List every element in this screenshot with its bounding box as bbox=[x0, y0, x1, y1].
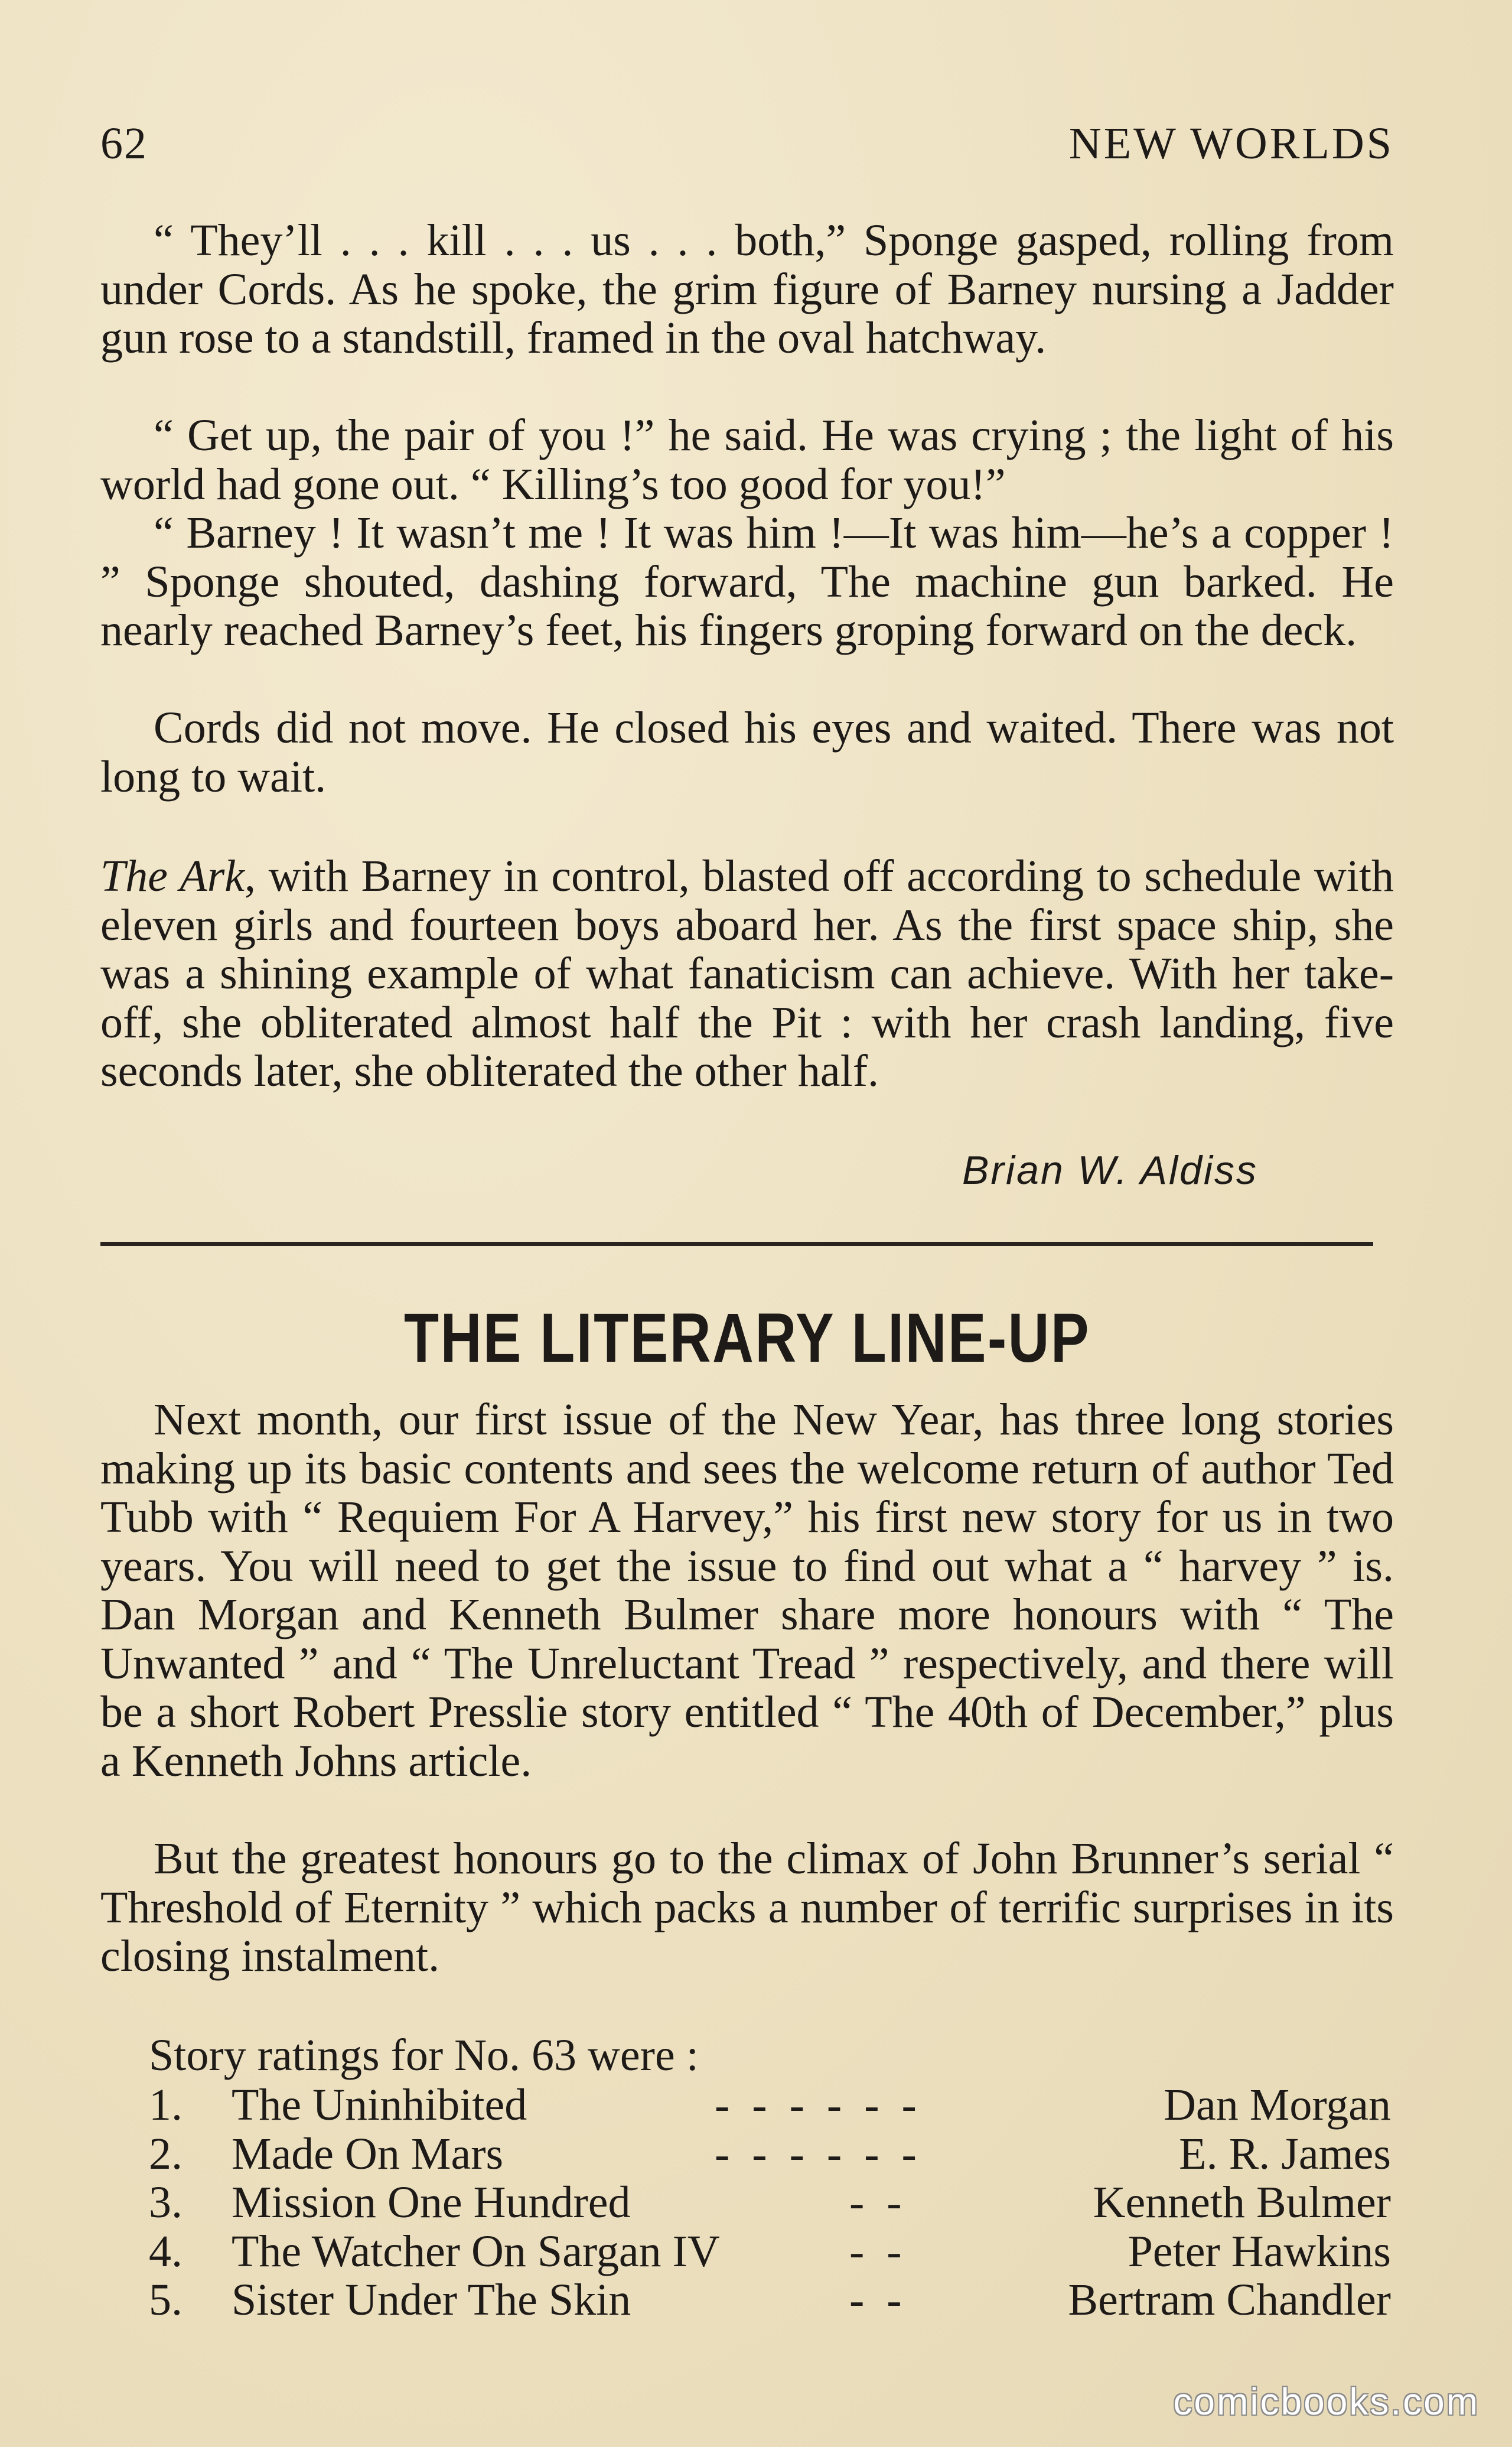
rating-leader: - - bbox=[715, 2275, 902, 2325]
lineup-paragraph-2: But the greatest honours go to the climax of John Brunner’s serial “ Threshold of Eternity ” which packs a number of terrific surprises in its closing instalment. bbox=[100, 1834, 1394, 1981]
rating-author: Bertram Chandler bbox=[1068, 2275, 1391, 2325]
rating-title: Made On Mars bbox=[232, 2129, 504, 2179]
rating-number: 4. bbox=[149, 2226, 183, 2276]
list-item bbox=[100, 2178, 1391, 2227]
magazine-page bbox=[100, 0, 1394, 2447]
rating-number: 1. bbox=[149, 2080, 183, 2130]
section-heading: THE LITERARY LINE-UP bbox=[404, 1299, 1090, 1377]
rating-leader: - - bbox=[715, 2226, 902, 2276]
rating-number: 3. bbox=[149, 2178, 183, 2227]
closing-text: , with Barney in control, blasted off according to schedule with eleven girls and fourteen boys aboard her. As the first space ship, she was a shining example of what fanaticism can achieve. With her take-off, she obliterated almost half the Pit : with her crash landing, five seconds later, she obliterated the other half. bbox=[100, 851, 1394, 1096]
page-number: 62 bbox=[100, 119, 148, 168]
story-paragraph-2: “ Get up, the pair of you !” he said. He was crying ; the light of his world had gone out. “ Killing’s too good for you!” bbox=[100, 411, 1394, 509]
rating-author: E. R. James bbox=[1179, 2129, 1391, 2179]
rating-title: Sister Under The Skin bbox=[232, 2275, 631, 2325]
ship-name: The Ark bbox=[100, 851, 245, 901]
rating-title: The Watcher On Sargan IV bbox=[232, 2226, 720, 2276]
rating-number: 5. bbox=[149, 2275, 183, 2325]
rating-leader: - - - - - - bbox=[715, 2129, 917, 2179]
rating-author: Kenneth Bulmer bbox=[1093, 2178, 1391, 2227]
running-head bbox=[100, 118, 1394, 171]
story-closing-paragraph bbox=[100, 852, 1394, 1096]
list-item bbox=[100, 2130, 1391, 2179]
ratings-list bbox=[100, 2081, 1391, 2325]
watermark: comicbooks.com bbox=[1173, 2380, 1480, 2423]
rating-number: 2. bbox=[149, 2129, 183, 2179]
story-paragraph-1: “ They’ll . . . kill . . . us . . . both,” Sponge gasped, rolling from under Cords. As he spoke, the grim figure of Barney nursing a Jadder gun rose to a standstill, framed in the oval hatchway. bbox=[100, 216, 1394, 363]
author-byline: Brian W. Aldiss bbox=[962, 1148, 1258, 1193]
rating-leader: - - bbox=[715, 2178, 902, 2227]
list-item bbox=[100, 2276, 1391, 2325]
rating-title: The Uninhibited bbox=[232, 2080, 527, 2130]
list-item bbox=[100, 2227, 1391, 2276]
story-paragraph-3: “ Barney ! It wasn’t me ! It was him !—It was him—he’s a copper ! ” Sponge shouted, dashing forward, The machine gun barked. He nearly reached Barney’s feet, his fingers groping forward on the deck. bbox=[100, 508, 1394, 655]
rating-leader: - - - - - - bbox=[715, 2080, 917, 2130]
rating-author: Dan Morgan bbox=[1164, 2080, 1391, 2130]
rating-title: Mission One Hundred bbox=[232, 2178, 631, 2227]
list-item bbox=[100, 2081, 1391, 2130]
story-paragraph-4: Cords did not move. He closed his eyes and waited. There was not long to wait. bbox=[100, 703, 1394, 802]
lineup-paragraph-1: Next month, our first issue of the New Year, has three long stories making up its basic contents and sees the welcome return of author Ted Tubb with “ Requiem For A Harvey,” his first new story for us in two years. You will need to get the issue to find out what a “ harvey ” is. Dan Morgan and Kenneth Bulmer share more honours with “ The Unwanted ” and “ The Unreluctant Tread ” respectively, and there will be a short Robert Presslie story entitled “ The 40th of December,” plus a Kenneth Johns article. bbox=[100, 1395, 1394, 1786]
rating-author: Peter Hawkins bbox=[1128, 2226, 1391, 2276]
section-divider bbox=[100, 1242, 1373, 1246]
magazine-title: NEW WORLDS bbox=[1068, 119, 1394, 168]
ratings-intro: Story ratings for No. 63 were : bbox=[149, 2031, 699, 2080]
